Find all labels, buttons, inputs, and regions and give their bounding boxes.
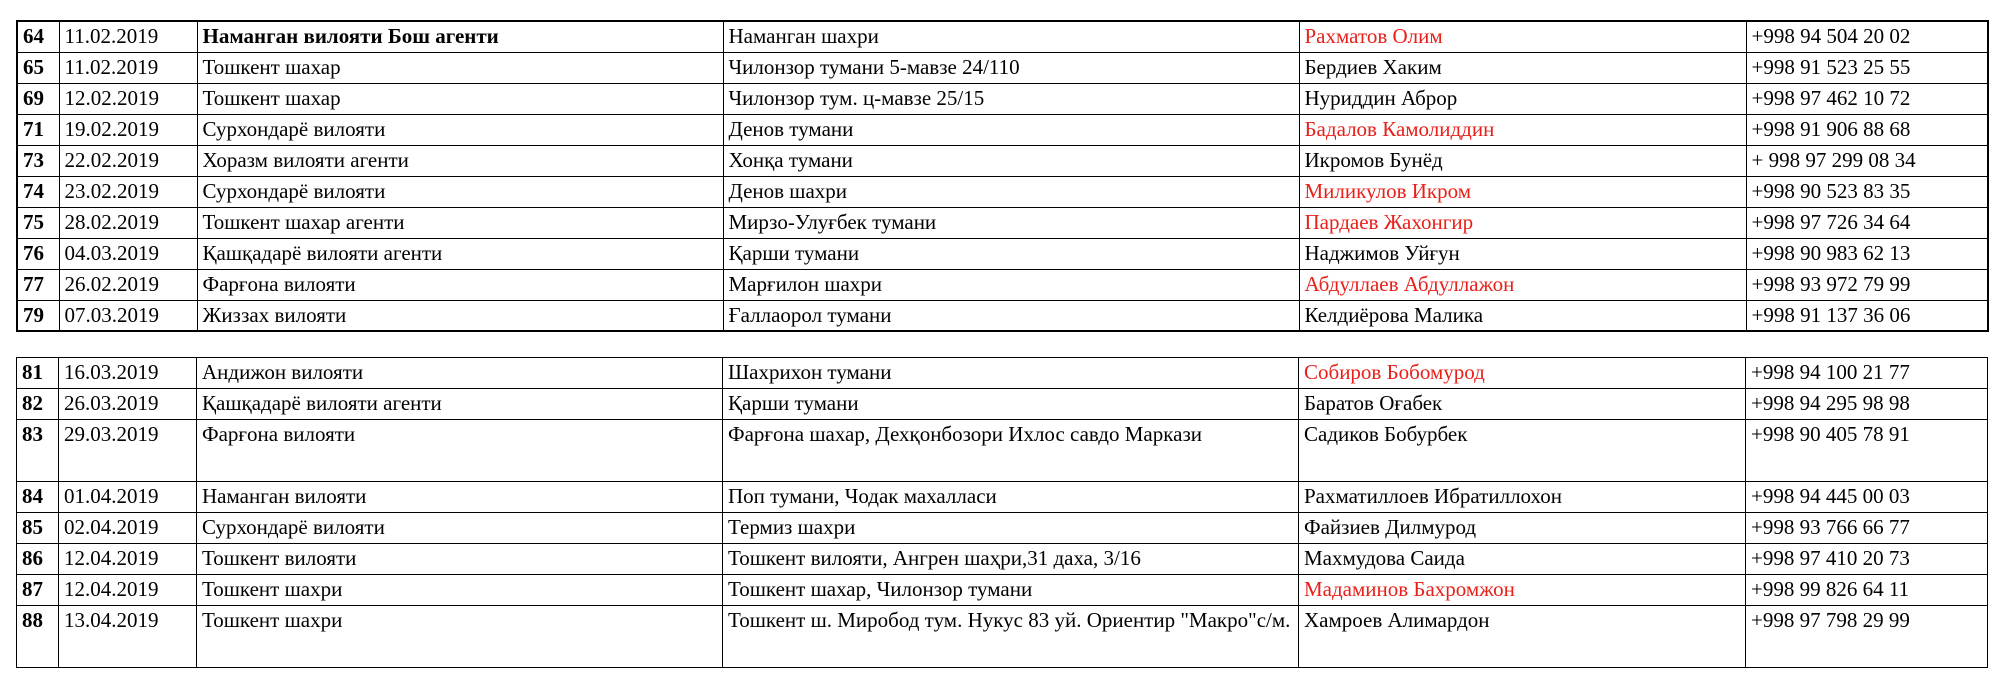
row-agent: Тошкент шахри xyxy=(197,575,723,606)
row-agent: Тошкент шахар агенти xyxy=(197,207,723,238)
row-phone: +998 94 504 20 02 xyxy=(1746,21,1988,52)
row-contact-person: Баратов Оғабек xyxy=(1299,389,1746,420)
table-row xyxy=(17,358,1988,389)
row-contact-person: Нуриддин Аброр xyxy=(1299,83,1746,114)
row-date: 26.03.2019 xyxy=(59,389,197,420)
row-phone: +998 93 766 66 77 xyxy=(1746,513,1988,544)
row-address: Наманган шахри xyxy=(723,21,1299,52)
row-date: 19.02.2019 xyxy=(59,114,197,145)
table-row xyxy=(17,52,1988,83)
table-row xyxy=(17,207,1988,238)
row-contact-person: Абдуллаев Абдуллажон xyxy=(1299,269,1746,300)
row-address: Термиз шахри xyxy=(723,513,1299,544)
table-row xyxy=(17,269,1988,300)
row-contact-person: Икромов Бунёд xyxy=(1299,145,1746,176)
row-number: 79 xyxy=(17,300,59,331)
table-row xyxy=(17,544,1988,575)
row-contact-person: Миликулов Икром xyxy=(1299,176,1746,207)
row-number: 84 xyxy=(17,482,59,513)
table-row xyxy=(17,482,1988,513)
row-agent: Хоразм вилояти агенти xyxy=(197,145,723,176)
row-date: 04.03.2019 xyxy=(59,238,197,269)
row-phone: + 998 97 299 08 34 xyxy=(1746,145,1988,176)
row-number: 74 xyxy=(17,176,59,207)
row-agent: Сурхондарё вилояти xyxy=(197,114,723,145)
row-phone: +998 94 295 98 98 xyxy=(1746,389,1988,420)
row-agent: Қашқадарё вилояти агенти xyxy=(197,238,723,269)
row-date: 13.04.2019 xyxy=(59,606,197,668)
row-date: 02.04.2019 xyxy=(59,513,197,544)
table-row xyxy=(17,389,1988,420)
row-contact-person: Махмудова Саида xyxy=(1299,544,1746,575)
row-number: 71 xyxy=(17,114,59,145)
row-agent: Фарғона вилояти xyxy=(197,420,723,482)
row-date: 11.02.2019 xyxy=(59,52,197,83)
row-address: Шахрихон тумани xyxy=(723,358,1299,389)
row-agent: Қашқадарё вилояти агенти xyxy=(197,389,723,420)
row-address: Марғилон шахри xyxy=(723,269,1299,300)
agents-table-2 xyxy=(16,357,1988,668)
row-address: Поп тумани, Чодак махалласи xyxy=(723,482,1299,513)
row-date: 29.03.2019 xyxy=(59,420,197,482)
table-row xyxy=(17,114,1988,145)
row-phone: +998 90 405 78 91 xyxy=(1746,420,1988,482)
row-agent: Андижон вилояти xyxy=(197,358,723,389)
row-number: 76 xyxy=(17,238,59,269)
row-date: 22.02.2019 xyxy=(59,145,197,176)
agents-table-1 xyxy=(16,20,1989,332)
row-date: 28.02.2019 xyxy=(59,207,197,238)
row-date: 12.04.2019 xyxy=(59,544,197,575)
table-row xyxy=(17,238,1988,269)
row-date: 23.02.2019 xyxy=(59,176,197,207)
row-number: 82 xyxy=(17,389,59,420)
row-address: Денов шахри xyxy=(723,176,1299,207)
row-phone: +998 91 137 36 06 xyxy=(1746,300,1988,331)
row-number: 87 xyxy=(17,575,59,606)
row-number: 73 xyxy=(17,145,59,176)
row-number: 75 xyxy=(17,207,59,238)
row-agent: Фарғона вилояти xyxy=(197,269,723,300)
row-agent: Тошкент шахри xyxy=(197,606,723,668)
table-1-body xyxy=(17,21,1988,331)
row-number: 85 xyxy=(17,513,59,544)
row-address: Қарши тумани xyxy=(723,238,1299,269)
row-contact-person: Садиков Бобурбек xyxy=(1299,420,1746,482)
row-number: 69 xyxy=(17,83,59,114)
table-2-body xyxy=(17,358,1988,668)
row-phone: +998 97 462 10 72 xyxy=(1746,83,1988,114)
row-agent: Тошкент шахар xyxy=(197,52,723,83)
row-phone: +998 99 826 64 11 xyxy=(1746,575,1988,606)
row-number: 83 xyxy=(17,420,59,482)
row-contact-person: Наджимов Уйғун xyxy=(1299,238,1746,269)
row-phone: +998 93 972 79 99 xyxy=(1746,269,1988,300)
table-row xyxy=(17,145,1988,176)
row-contact-person: Собиров Бобомурод xyxy=(1299,358,1746,389)
row-phone: +998 91 906 88 68 xyxy=(1746,114,1988,145)
row-number: 64 xyxy=(17,21,59,52)
row-contact-person: Рахматиллоев Ибратиллохон xyxy=(1299,482,1746,513)
row-contact-person: Файзиев Дилмурод xyxy=(1299,513,1746,544)
row-contact-person: Хамроев Алимардон xyxy=(1299,606,1746,668)
row-agent: Тошкент шахар xyxy=(197,83,723,114)
row-number: 86 xyxy=(17,544,59,575)
row-contact-person: Бадалов Камолиддин xyxy=(1299,114,1746,145)
table-row xyxy=(17,21,1988,52)
table-row xyxy=(17,513,1988,544)
row-date: 11.02.2019 xyxy=(59,21,197,52)
row-contact-person: Рахматов Олим xyxy=(1299,21,1746,52)
row-phone: +998 90 523 83 35 xyxy=(1746,176,1988,207)
row-address: Тошкент шахар, Чилонзор тумани xyxy=(723,575,1299,606)
row-agent: Тошкент вилояти xyxy=(197,544,723,575)
row-address: Денов тумани xyxy=(723,114,1299,145)
table-row xyxy=(17,83,1988,114)
table-row xyxy=(17,176,1988,207)
row-address: Мирзо-Улуғбек тумани xyxy=(723,207,1299,238)
row-date: 26.02.2019 xyxy=(59,269,197,300)
row-phone: +998 91 523 25 55 xyxy=(1746,52,1988,83)
row-date: 12.02.2019 xyxy=(59,83,197,114)
row-contact-person: Мадаминов Бахромжон xyxy=(1299,575,1746,606)
row-date: 01.04.2019 xyxy=(59,482,197,513)
row-phone: +998 94 445 00 03 xyxy=(1746,482,1988,513)
row-address: Тошкент ш. Миробод тум. Нукус 83 уй. Ориентир "Макро"с/м. xyxy=(723,606,1299,668)
row-phone: +998 97 726 34 64 xyxy=(1746,207,1988,238)
row-agent: Сурхондарё вилояти xyxy=(197,176,723,207)
row-address: Чилонзор тум. ц-мавзе 25/15 xyxy=(723,83,1299,114)
row-address: Қарши тумани xyxy=(723,389,1299,420)
row-agent: Жиззах вилояти xyxy=(197,300,723,331)
row-phone: +998 97 798 29 99 xyxy=(1746,606,1988,668)
row-phone: +998 90 983 62 13 xyxy=(1746,238,1988,269)
row-address: Ғаллаорол тумани xyxy=(723,300,1299,331)
row-number: 65 xyxy=(17,52,59,83)
table-row xyxy=(17,300,1988,331)
row-address: Фарғона шахар, Дехқонбозори Ихлос савдо Маркази xyxy=(723,420,1299,482)
row-phone: +998 97 410 20 73 xyxy=(1746,544,1988,575)
row-agent: Наманган вилояти xyxy=(197,482,723,513)
row-contact-person: Бердиев Хаким xyxy=(1299,52,1746,83)
row-date: 16.03.2019 xyxy=(59,358,197,389)
row-phone: +998 94 100 21 77 xyxy=(1746,358,1988,389)
row-contact-person: Келдиёрова Малика xyxy=(1299,300,1746,331)
row-address: Хонқа тумани xyxy=(723,145,1299,176)
row-number: 81 xyxy=(17,358,59,389)
table-row xyxy=(17,606,1988,668)
table-row xyxy=(17,420,1988,482)
row-date: 07.03.2019 xyxy=(59,300,197,331)
row-address: Тошкент вилояти, Ангрен шаҳри,31 даха, 3/16 xyxy=(723,544,1299,575)
row-agent: Наманган вилояти Бош агенти xyxy=(197,21,723,52)
row-date: 12.04.2019 xyxy=(59,575,197,606)
table-row xyxy=(17,575,1988,606)
row-number: 77 xyxy=(17,269,59,300)
row-address: Чилонзор тумани 5-мавзе 24/110 xyxy=(723,52,1299,83)
row-agent: Сурхондарё вилояти xyxy=(197,513,723,544)
row-number: 88 xyxy=(17,606,59,668)
row-contact-person: Пардаев Жахонгир xyxy=(1299,207,1746,238)
